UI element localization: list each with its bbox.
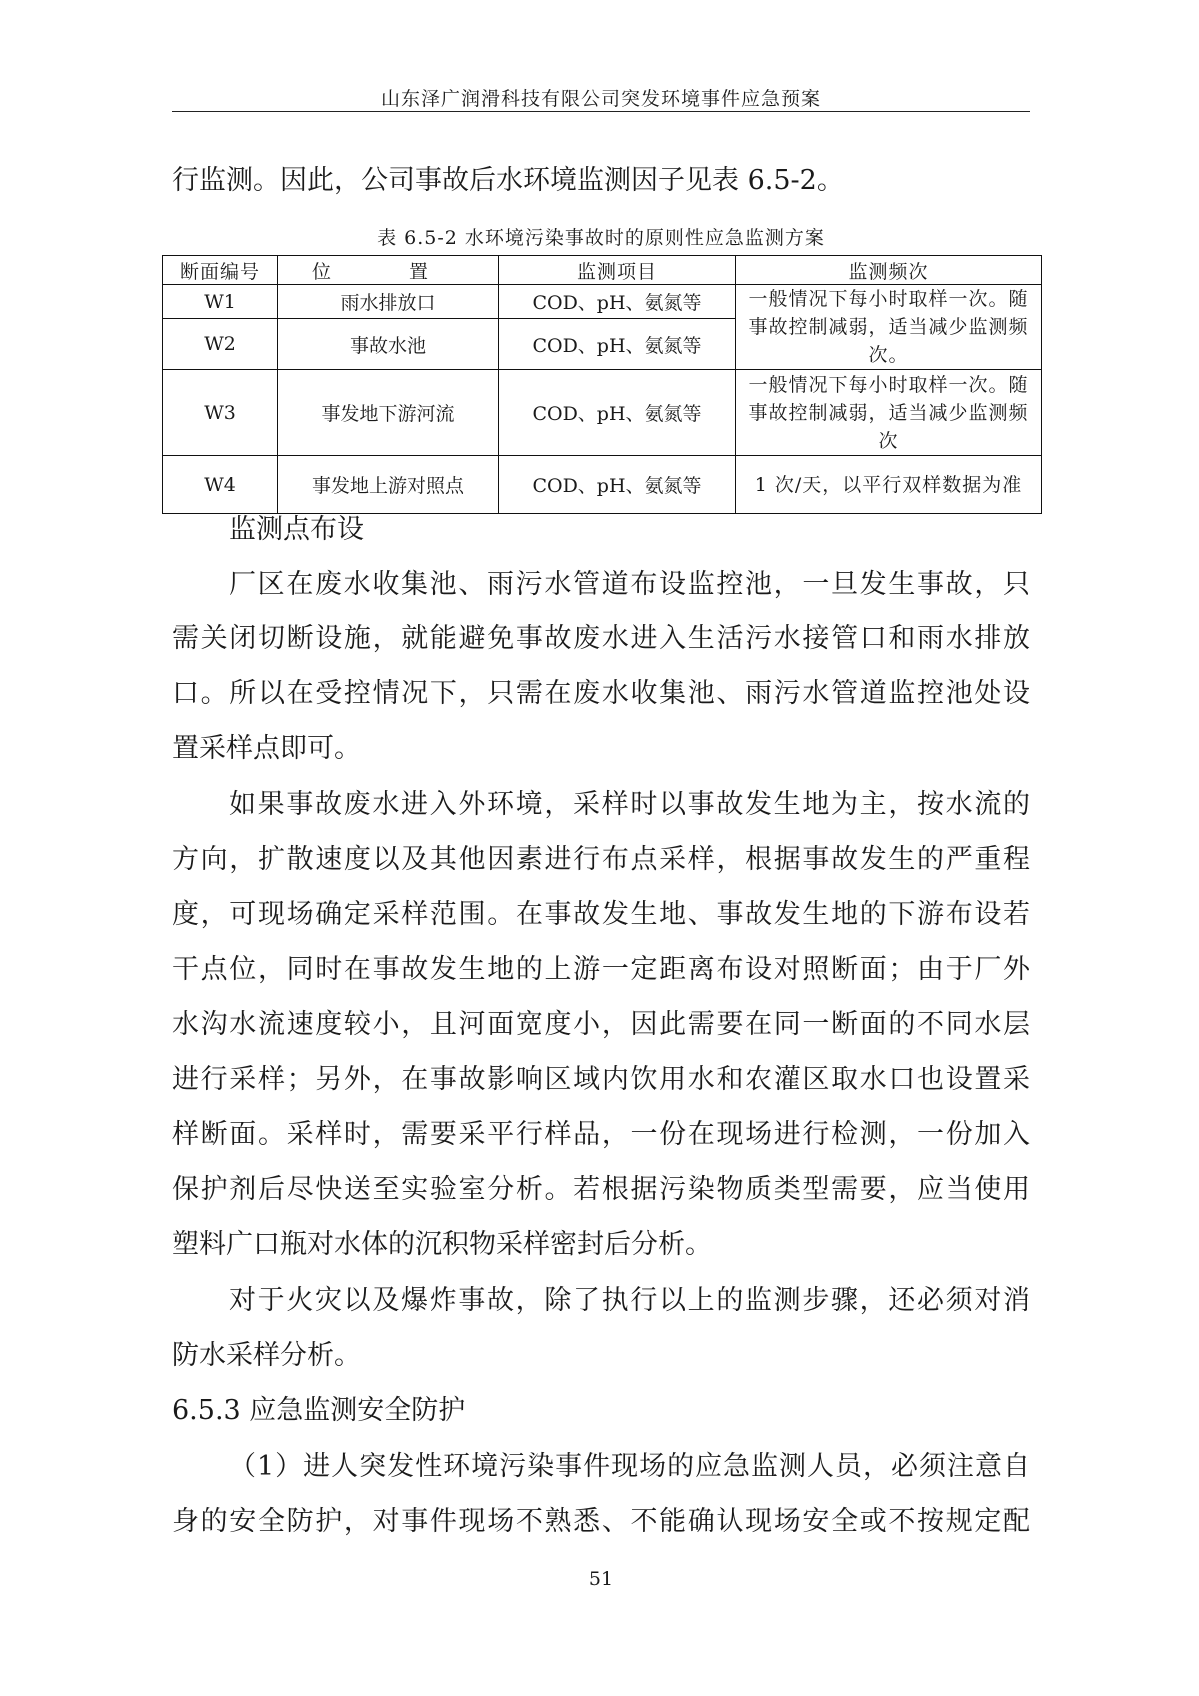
- paragraph-line: 方向，扩散速度以及其他因素进行布点采样，根据事故发生的严重程: [172, 844, 1030, 875]
- cell-items: COD、pH、氨氮等: [499, 285, 736, 319]
- cell-frequency: 1 次/天，以平行双样数据为准: [736, 456, 1042, 514]
- paragraph-line: 水沟水流速度较小，且河面宽度小，因此需要在同一断面的不同水层: [172, 1009, 1030, 1040]
- paragraph-line: 度，可现场确定采样范围。在事故发生地、事故发生地的下游布设若: [172, 899, 1030, 930]
- cell-location: 事发地上游对照点: [278, 456, 499, 514]
- cell-location: 事故水池: [278, 319, 499, 370]
- table-row: [163, 285, 1042, 319]
- paragraph-line: 进行采样；另外，在事故影响区域内饮用水和农灌区取水口也设置采: [172, 1064, 1030, 1095]
- running-header: 山东泽广润滑科技有限公司突发环境事件应急预案: [380, 88, 821, 110]
- cell-id: W4: [163, 456, 278, 514]
- subheading: 监测点布设: [229, 514, 364, 545]
- col-header-items: 监测项目: [499, 256, 736, 285]
- paragraph-line: 厂区在废水收集池、雨污水管道布设监控池，一旦发生事故，只: [229, 569, 1030, 600]
- paragraph-line: 塑料广口瓶对水体的沉积物采样密封后分析。: [172, 1229, 712, 1260]
- paragraph-line: 对于火灾以及爆炸事故，除了执行以上的监测步骤，还必须对消: [229, 1285, 1030, 1316]
- paragraph-line: 防水采样分析。: [172, 1340, 361, 1371]
- paragraph-line: 需关闭切断设施，就能避免事故废水进入生活污水接管口和雨水排放: [172, 623, 1030, 654]
- paragraph-line: （1）进人突发性环境污染事件现场的应急监测人员，必须注意自: [229, 1451, 1030, 1482]
- header-rule: [172, 111, 1030, 112]
- table-row: [163, 370, 1042, 456]
- intro-line: 行监测。因此，公司事故后水环境监测因子见表 6.5-2。: [172, 165, 844, 196]
- paragraph-line: 口。所以在受控情况下，只需在废水收集池、雨污水管道监控池处设: [172, 678, 1030, 709]
- table-row: [163, 456, 1042, 514]
- cell-frequency: 一般情况下每小时取样一次。随事故控制减弱，适当减少监测频次: [736, 370, 1042, 456]
- paragraph-line: 干点位，同时在事故发生地的上游一定距离布设对照断面；由于厂外: [172, 954, 1030, 985]
- paragraph-line: 置采样点即可。: [172, 733, 361, 764]
- cell-items: COD、pH、氨氮等: [499, 319, 736, 370]
- paragraph-line: 如果事故废水进入外环境，采样时以事故发生地为主，按水流的: [229, 789, 1030, 820]
- cell-items: COD、pH、氨氮等: [499, 456, 736, 514]
- col-header-section-id: 断面编号: [163, 256, 278, 285]
- cell-frequency: 一般情况下每小时取样一次。随事故控制减弱，适当减少监测频次。: [736, 285, 1042, 370]
- cell-id: W2: [163, 319, 278, 370]
- cell-id: W1: [163, 285, 278, 319]
- section-heading: 6.5.3 应急监测安全防护: [172, 1395, 466, 1426]
- cell-location: 雨水排放口: [278, 285, 499, 319]
- table-caption: 表 6.5-2 水环境污染事故时的原则性应急监测方案: [377, 227, 825, 249]
- monitoring-plan-table: [162, 255, 1042, 514]
- cell-id: W3: [163, 370, 278, 456]
- table-header-row: [163, 256, 1042, 285]
- cell-location: 事发地下游河流: [278, 370, 499, 456]
- paragraph-line: 身的安全防护，对事件现场不熟悉、不能确认现场安全或不按规定配: [172, 1506, 1030, 1537]
- page-number: 51: [588, 1568, 614, 1590]
- col-header-location: 位 置: [278, 256, 499, 285]
- cell-items: COD、pH、氨氮等: [499, 370, 736, 456]
- col-header-frequency: 监测频次: [736, 256, 1042, 285]
- paragraph-line: 样断面。采样时，需要采平行样品，一份在现场进行检测，一份加入: [172, 1119, 1030, 1150]
- paragraph-line: 保护剂后尽快送至实验室分析。若根据污染物质类型需要，应当使用: [172, 1174, 1030, 1205]
